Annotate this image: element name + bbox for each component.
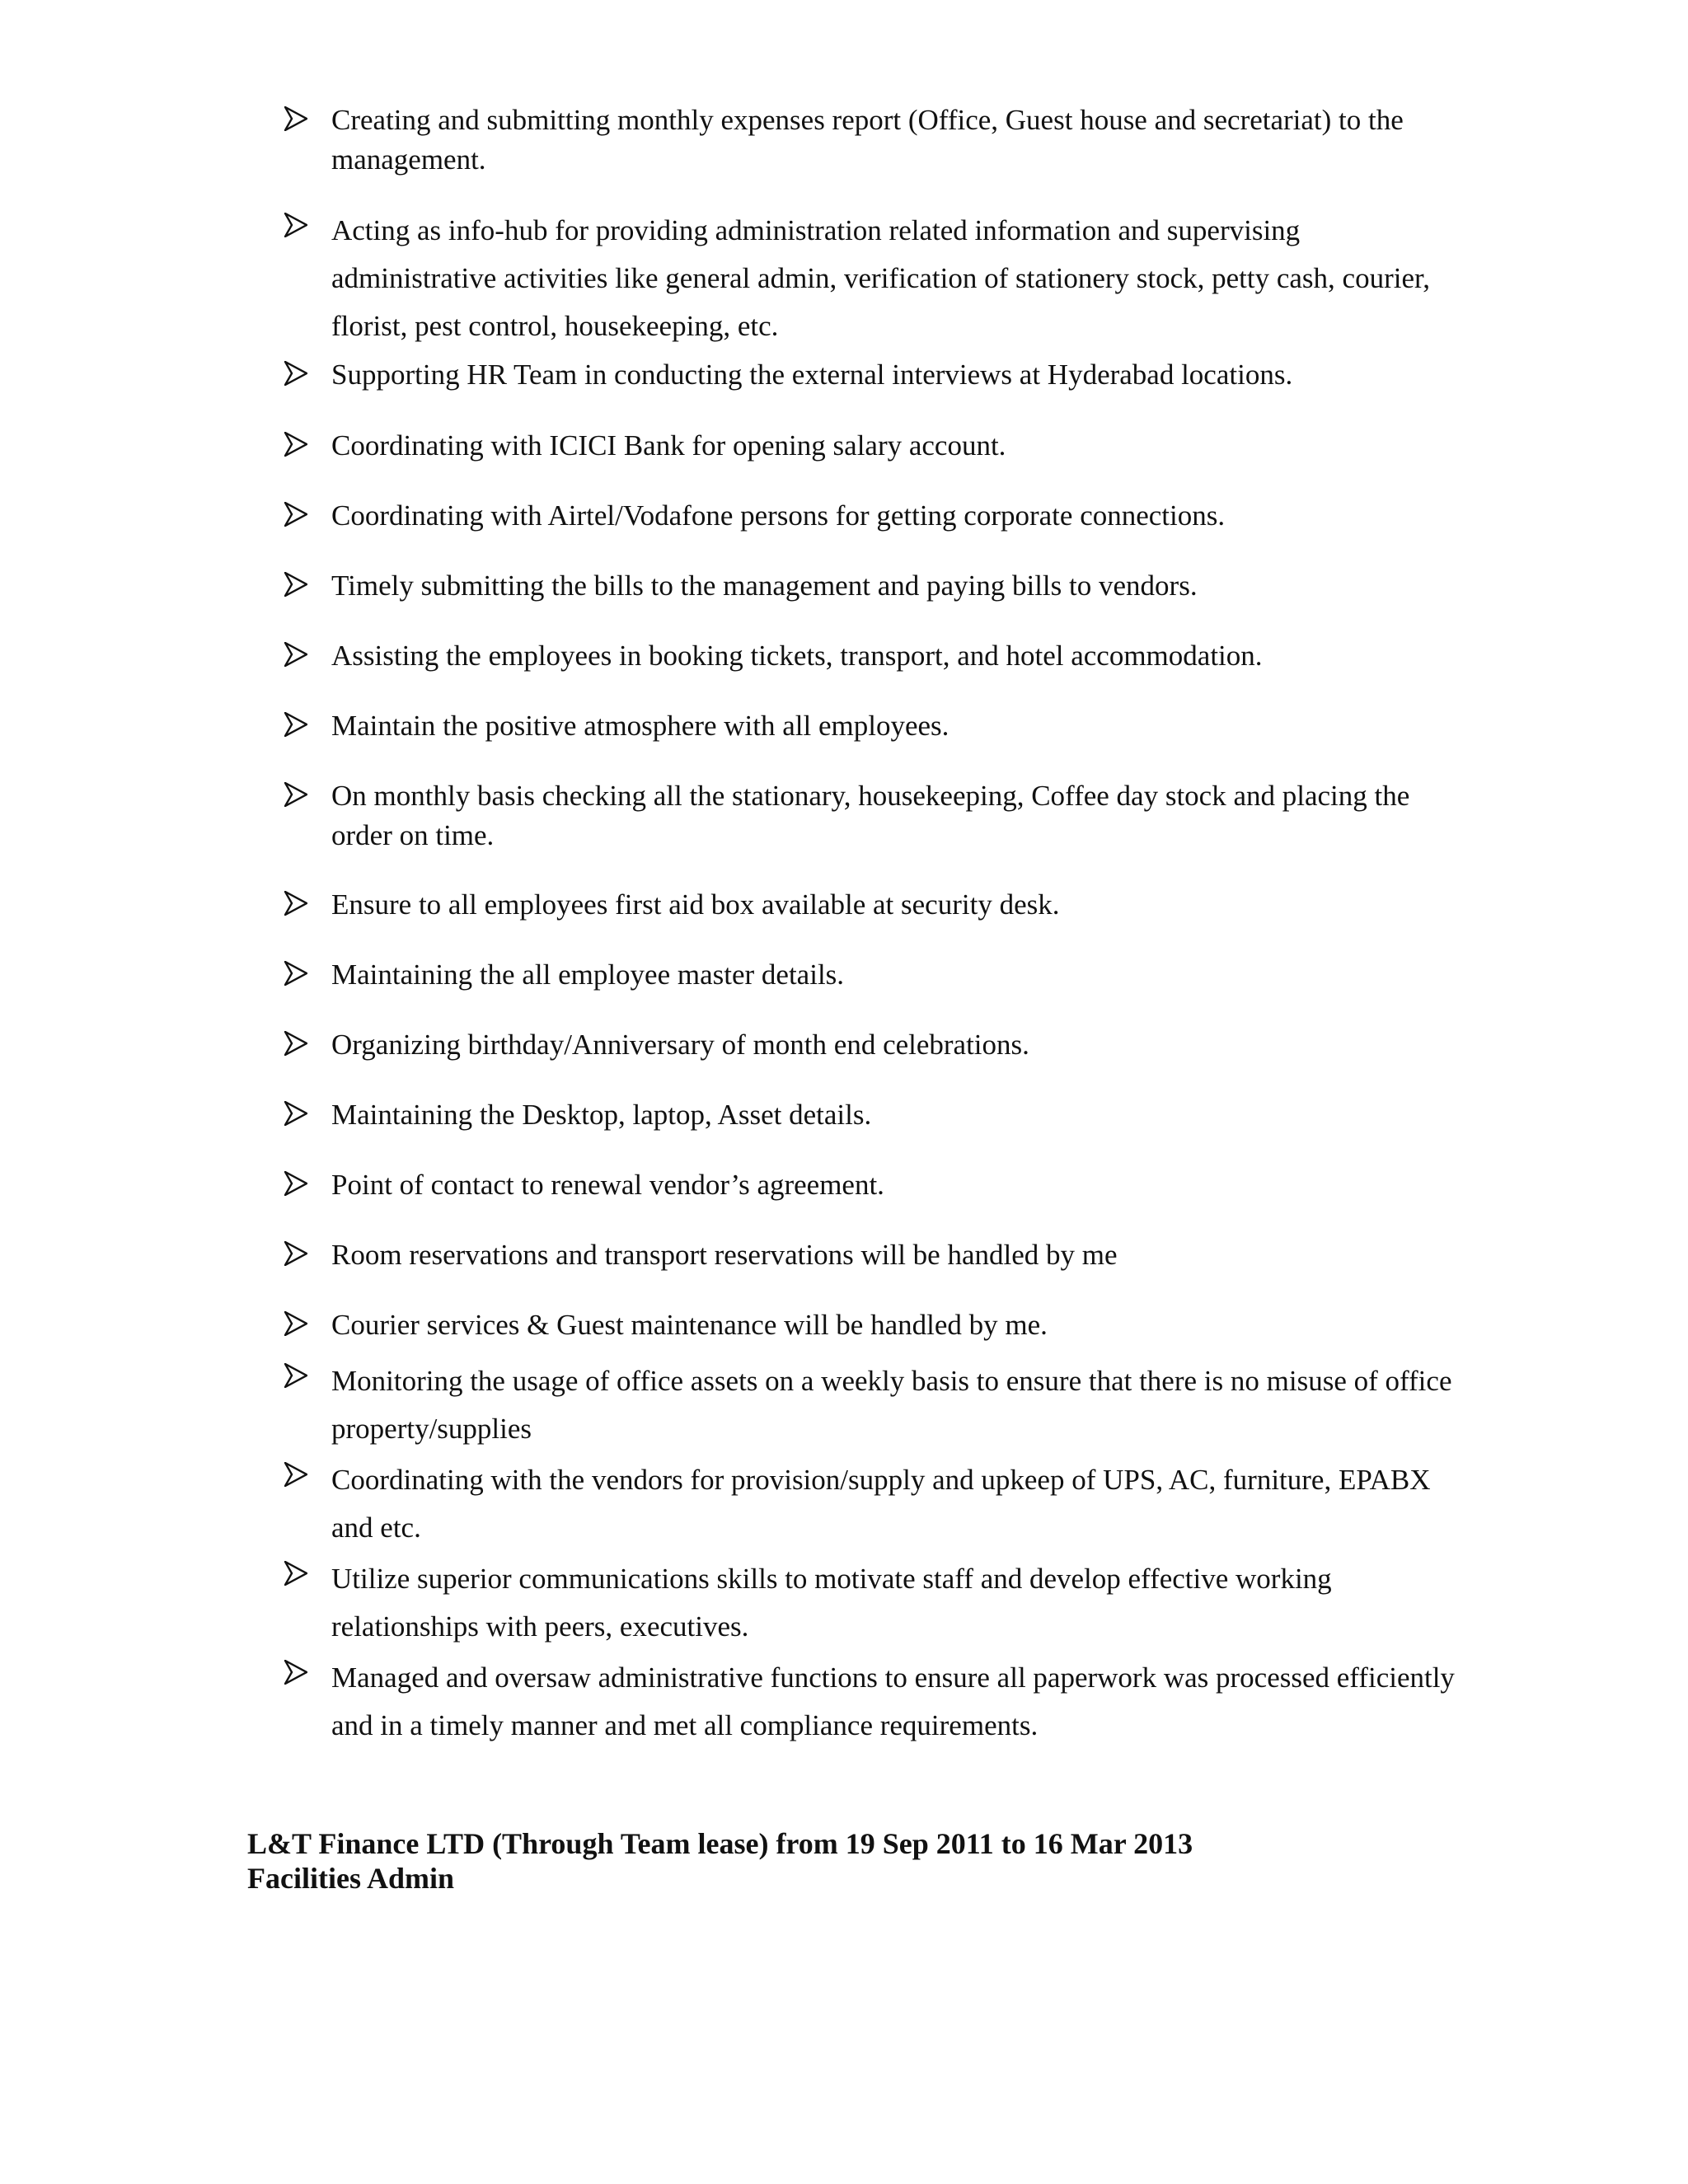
list-item-text: Courier services & Guest maintenance will be handled by me. bbox=[331, 1309, 1048, 1341]
arrowhead-bullet-icon bbox=[284, 1561, 307, 1586]
arrowhead-bullet-icon bbox=[284, 432, 307, 457]
list-item-text: Coordinating with Airtel/Vodafone persons for getting corporate connections. bbox=[331, 499, 1226, 532]
arrowhead-bullet-icon bbox=[284, 1031, 307, 1056]
list-item-text: Organizing birthday/Anniversary of month end celebrations. bbox=[331, 1029, 1029, 1061]
arrowhead-bullet-icon bbox=[284, 782, 307, 807]
arrowhead-bullet-icon bbox=[284, 106, 307, 131]
list-item-text: Room reservations and transport reservations will be handled by me bbox=[331, 1239, 1118, 1271]
list-item-text: Monitoring the usage of office assets on a weekly basis to ensure that there is no misuse of office property/supplies bbox=[331, 1365, 1452, 1445]
arrowhead-bullet-icon bbox=[284, 502, 307, 527]
arrowhead-bullet-icon bbox=[284, 1241, 307, 1266]
arrowhead-bullet-icon bbox=[284, 1171, 307, 1196]
arrowhead-bullet-icon bbox=[284, 361, 307, 386]
arrowhead-bullet-icon bbox=[284, 1363, 307, 1388]
list-item-text: Maintaining the all employee master details. bbox=[331, 958, 845, 991]
employer-heading: L&T Finance LTD (Through Team lease) from 19 Sep 2011 to 16 Mar 2013 bbox=[247, 1827, 1193, 1860]
arrowhead-bullet-icon bbox=[284, 1311, 307, 1336]
job-title: Facilities Admin bbox=[247, 1862, 454, 1895]
list-item-text: Assisting the employees in booking tickets, transport, and hotel accommodation. bbox=[331, 640, 1263, 672]
list-item-text: Ensure to all employees first aid box available at security desk. bbox=[331, 888, 1060, 921]
list-item-text: Coordinating with ICICI Bank for opening salary account. bbox=[331, 429, 1006, 462]
list-item-text: Creating and submitting monthly expenses report (Office, Guest house and secretariat) to the management. bbox=[331, 104, 1404, 176]
list-item-text: Maintaining the Desktop, laptop, Asset details. bbox=[331, 1099, 872, 1131]
list-item-text: Acting as info-hub for providing administration related information and supervising administrative activities like general admin, verification of stationery stock, petty cash, courier, florist, pest control, housekeeping, etc. bbox=[331, 214, 1431, 342]
list-item-text: On monthly basis checking all the stationary, housekeeping, Coffee day stock and placing the order on time. bbox=[331, 780, 1410, 851]
list-item-text: Timely submitting the bills to the management and paying bills to vendors. bbox=[331, 569, 1198, 602]
arrowhead-bullet-icon bbox=[284, 1101, 307, 1126]
arrowhead-bullet-icon bbox=[284, 572, 307, 597]
list-item-text: Coordinating with the vendors for provision/supply and upkeep of UPS, AC, furniture, EPABX and etc. bbox=[331, 1464, 1431, 1544]
list-item-text: Supporting HR Team in conducting the external interviews at Hyderabad locations. bbox=[331, 359, 1293, 391]
list-item-text: Utilize superior communications skills to motivate staff and develop effective working relationships with peers, executives. bbox=[331, 1563, 1332, 1643]
arrowhead-bullet-icon bbox=[284, 1660, 307, 1685]
arrowhead-bullet-icon bbox=[284, 961, 307, 986]
arrowhead-bullet-icon bbox=[284, 213, 307, 237]
list-item-text: Point of contact to renewal vendor’s agreement. bbox=[331, 1169, 884, 1201]
arrowhead-bullet-icon bbox=[284, 1462, 307, 1487]
list-item-text: Managed and oversaw administrative functions to ensure all paperwork was processed efficiently and in a timely manner and met all compliance requirements. bbox=[331, 1661, 1455, 1741]
arrowhead-bullet-icon bbox=[284, 712, 307, 737]
arrowhead-bullet-icon bbox=[284, 891, 307, 916]
arrowhead-bullet-icon bbox=[284, 642, 307, 667]
list-item-text: Maintain the positive atmosphere with all employees. bbox=[331, 710, 950, 742]
